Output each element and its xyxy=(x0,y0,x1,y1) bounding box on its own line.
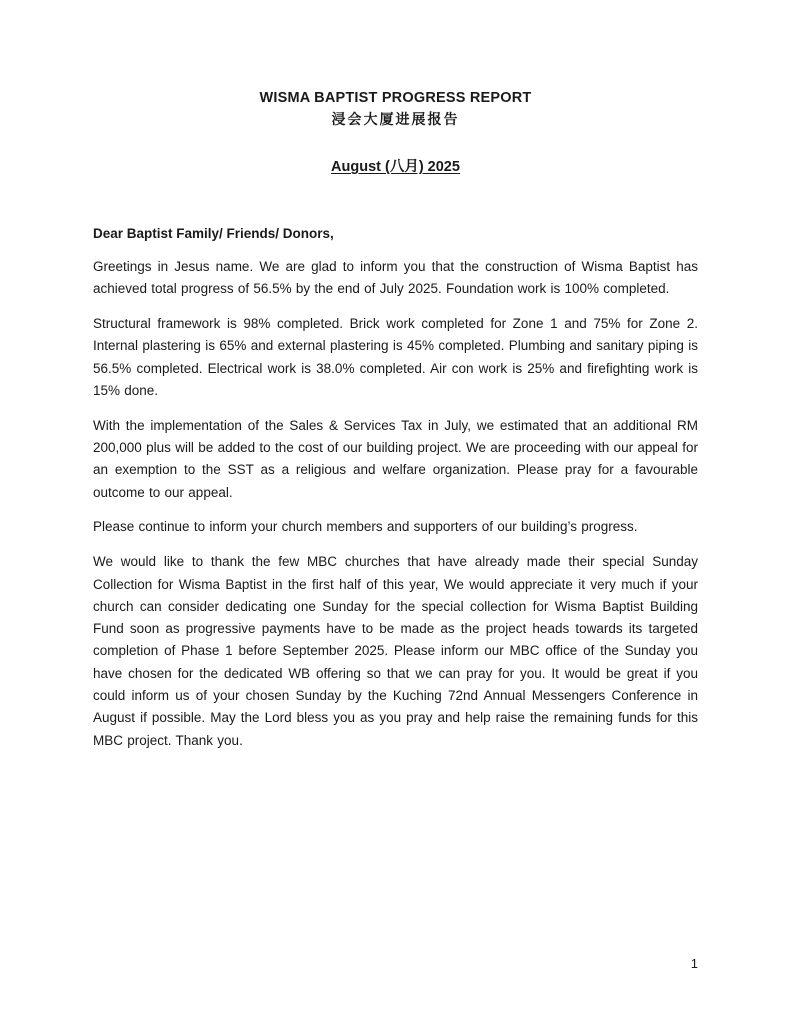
paragraph-inform-members: Please continue to inform your church members and supporters of our building’s progress. xyxy=(93,519,638,535)
title-block xyxy=(93,88,698,131)
paragraph-work-breakdown: Structural framework is 98% completed. Brick work completed for Zone 1 and 75% for Zone 2. Internal plastering is 65% and external plastering is 45% completed. Plumbing and sanitary piping is 56.5% completed. Electrical work is 38.0% completed. Air con work is 25% and firefighting work is 15% done. xyxy=(93,316,698,398)
salutation: Dear Baptist Family/ Friends/ Donors, xyxy=(93,226,334,241)
paragraph-overall-progress: Greetings in Jesus name. We are glad to inform you that the construction of Wisma Baptist has achieved total progress of 56.5% by the end of July 2025. Foundation work is 100% completed. xyxy=(93,259,698,297)
report-title-english: WISMA BAPTIST PROGRESS REPORT xyxy=(259,90,532,106)
letter-body xyxy=(93,256,698,752)
report-title-chinese: 浸会大厦进展报告 xyxy=(331,111,460,127)
date-heading-row xyxy=(93,156,698,178)
paragraph-sst-tax: With the implementation of the Sales & Services Tax in July, we estimated that an additional RM 200,000 plus will be added to the cost of our building project. We are proceeding with our appeal for an exemption to the SST as a religious and welfare organization. Please pray for a favourable outcome to our appeal. xyxy=(93,417,698,500)
date-heading: August (八月) 2025 xyxy=(331,159,460,175)
page-number: 1 xyxy=(690,956,698,971)
paragraph-sunday-collection-appeal: We would like to thank the few MBC churches that have already made their special Sunday Collection for Wisma Baptist in the first half of this year, We would appreciate it very much if your church can consider dedicating one Sunday for the special collection for Wisma Baptist Building Fund soon as progressive payments have to be made as the project heads towards its targeted completion of Phase 1 before September 2025. Please inform our MBC office of the Sunday you have chosen for the dedicated WB offering so that we can pray for you. It would be great if you could inform us of your chosen Sunday by the Kuching 72nd Annual Messengers Conference in August if possible. May the Lord bless you as you pray and help raise the remaining funds for this MBC project. Thank you. xyxy=(93,554,698,748)
